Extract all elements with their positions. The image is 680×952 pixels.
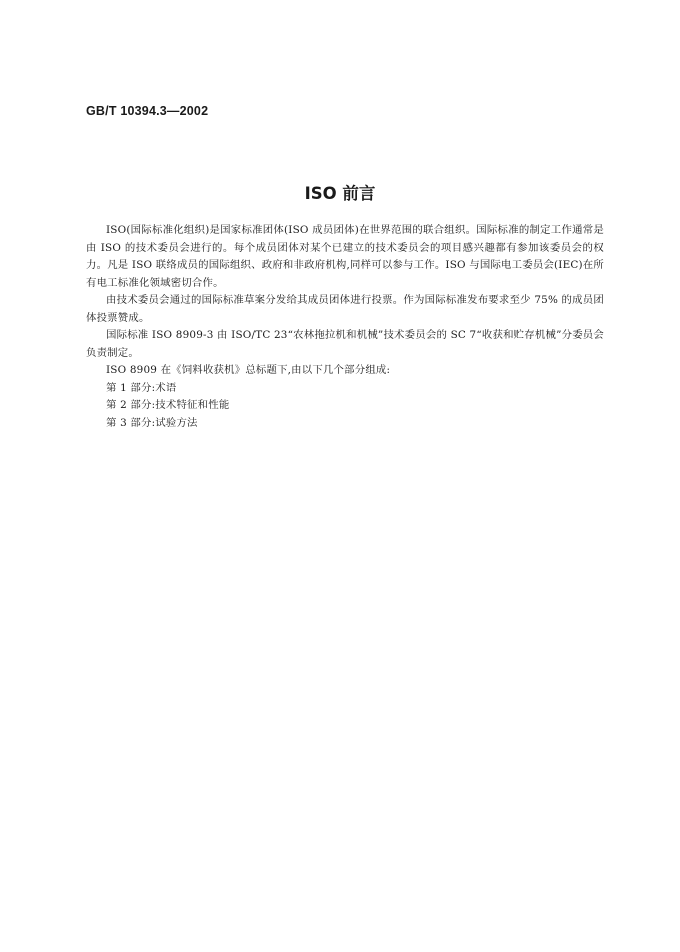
- list-item-part-3: 第 3 部分:试验方法: [106, 416, 198, 429]
- paragraph-iso-intro: ISO(国际标准化组织)是国家标准团体(ISO 成员团体)在世界范围的联合组织。国际标准的制定工作通常是由 ISO 的技术委员会进行的。每个成员团体对某个已建立的技术委员会的项目感兴趣都有参加该委员会的权力。凡是 ISO 联络成员的国际组织、政府和非政府机构,同样可以参与工作。ISO 与国际电工委员会(IEC)在所有电工标准化领域密切合作。: [86, 224, 604, 289]
- paragraph-voting: 由技术委员会通过的国际标准草案分发给其成员团体进行投票。作为国际标准发布要求至少 75% 的成员团体投票赞成。: [86, 294, 604, 324]
- paragraph-parts-intro: ISO 8909 在《饲料收获机》总标题下,由以下几个部分组成:: [106, 364, 391, 376]
- page-title: ISO 前言: [304, 184, 376, 203]
- paragraph-committee: 国际标准 ISO 8909-3 由 ISO/TC 23“农林拖拉机和机械”技术委员会的 SC 7“收获和贮存机械”分委员会负责制定。: [86, 329, 604, 359]
- list-item-part-2: 第 2 部分:技术特征和性能: [106, 399, 230, 411]
- standard-code: GB/T 10394.3—2002: [86, 104, 209, 118]
- document-body: [86, 222, 604, 432]
- list-item-part-1: 第 1 部分:术语: [106, 381, 177, 394]
